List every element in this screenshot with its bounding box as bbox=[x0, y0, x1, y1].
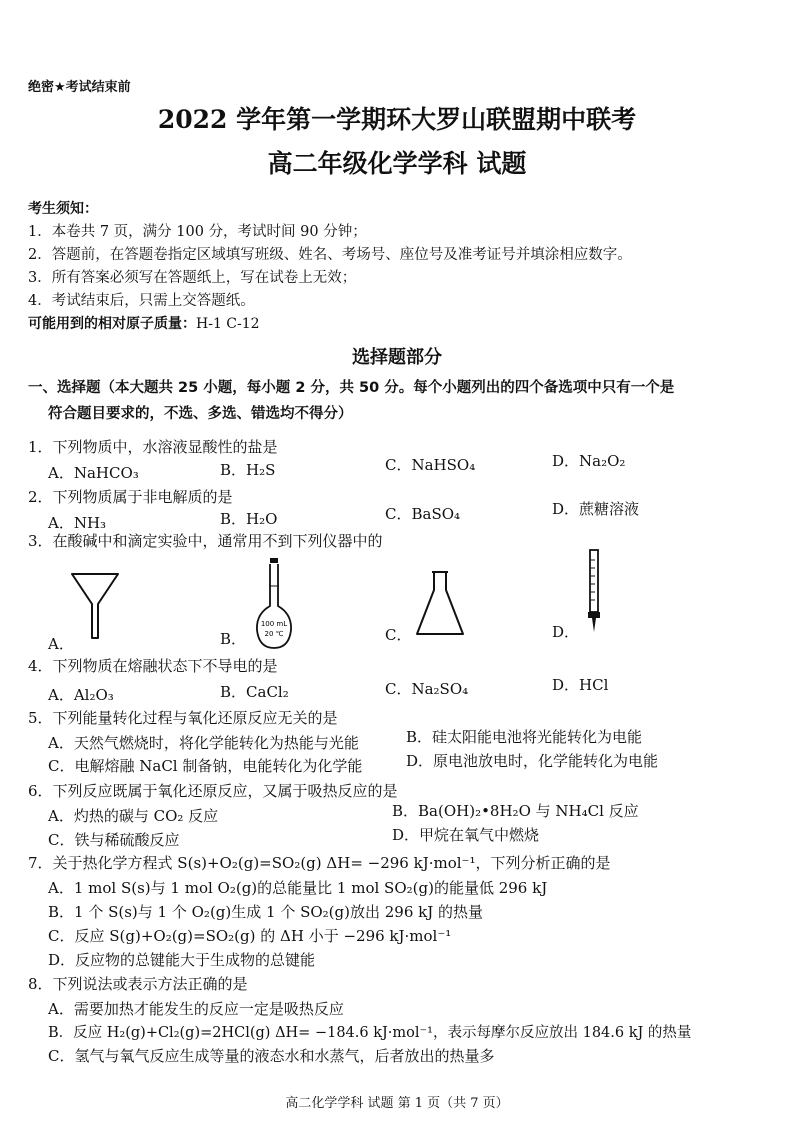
option-c: C．电解熔融 NaCl 制备钠，电能转化为化学能 bbox=[48, 757, 363, 775]
option-b: B．CaCl₂ bbox=[220, 683, 289, 701]
option-c: C．反应 S(g)+O₂(g)=SO₂(g) 的 ΔH 小于 −296 kJ·mol⁻¹ bbox=[48, 927, 452, 945]
option-d: D． bbox=[552, 623, 580, 641]
option-c: C． bbox=[385, 626, 412, 644]
question-stem: 2．下列物质属于非电解质的是 bbox=[28, 488, 233, 506]
option-b: B．Ba(OH)₂•8H₂O 与 NH₄Cl 反应 bbox=[392, 802, 639, 820]
notice-item: 1．本卷共 7 页，满分 100 分，考试时间 90 分钟； bbox=[28, 224, 367, 240]
notice-heading: 考生须知： bbox=[28, 201, 98, 217]
option-d: D．甲烷在氧气中燃烧 bbox=[392, 826, 540, 844]
option-c: C．Na₂SO₄ bbox=[385, 680, 469, 698]
option-a: A．需要加热才能发生的反应一定是吸热反应 bbox=[48, 1000, 344, 1018]
option-a: A．Al₂O₃ bbox=[48, 686, 114, 704]
option-a: A．NaHCO₃ bbox=[48, 464, 139, 482]
option-b: B．硅太阳能电池将光能转化为电能 bbox=[406, 728, 643, 746]
notice-item: 3．所有答案必须写在答题纸上，写在试卷上无效； bbox=[28, 270, 357, 286]
option-d: D．HCl bbox=[552, 676, 609, 694]
funnel-illustration bbox=[70, 572, 120, 642]
instructions-line: 一、选择题（本大题共 25 小题，每小题 2 分，共 50 分。每个小题列出的四个备选项中只有一个是 bbox=[28, 380, 675, 396]
atomic-mass-values: H-1 C-12 bbox=[196, 316, 260, 332]
option-b: B．1 个 S(s)与 1 个 O₂(g)生成 1 个 SO₂(g)放出 296 kJ 的热量 bbox=[48, 903, 484, 921]
question-stem: 6．下列反应既属于氧化还原反应，又属于吸热反应的是 bbox=[28, 782, 398, 800]
option-d: D．原电池放电时，化学能转化为电能 bbox=[406, 752, 659, 770]
option-d: D．Na₂O₂ bbox=[552, 452, 626, 470]
option-c: C．NaHSO₄ bbox=[385, 456, 476, 474]
flask-volume-label: 100 mL bbox=[260, 620, 288, 628]
question-stem: 3．在酸碱中和滴定实验中，通常用不到下列仪器中的 bbox=[28, 532, 383, 550]
option-b: B．H₂O bbox=[220, 510, 278, 528]
burette-illustration bbox=[584, 548, 604, 634]
exam-title: 2022 学年第一学期环大罗山联盟期中联考 bbox=[157, 105, 637, 134]
option-b: B． bbox=[220, 630, 247, 648]
atomic-mass-line bbox=[28, 313, 260, 333]
notice-item: 4．考试结束后，只需上交答题纸。 bbox=[28, 293, 255, 309]
question-stem: 7．关于热化学方程式 S(s)+O₂(g)=SO₂(g) ΔH= −296 kJ·mol⁻¹，下列分析正确的是 bbox=[28, 854, 611, 872]
exam-subtitle: 高二年级化学学科 试题 bbox=[267, 149, 527, 178]
flask-temp-label: 20 ℃ bbox=[264, 630, 284, 638]
option-a: A．天然气燃烧时，将化学能转化为热能与光能 bbox=[48, 734, 359, 752]
confidential-mark: 绝密★考试结束前 bbox=[28, 80, 131, 95]
page-footer: 高二化学学科 试题 第 1 页（共 7 页） bbox=[285, 1096, 509, 1111]
option-d: D．反应物的总键能大于生成物的总键能 bbox=[48, 951, 316, 969]
option-c: C．氢气与氧气反应生成等量的液态水和水蒸气，后者放出的热量多 bbox=[48, 1047, 495, 1065]
option-b: B．反应 H₂(g)+Cl₂(g)=2HCl(g) ΔH= −184.6 kJ·mol⁻¹，表示每摩尔反应放出 184.6 kJ 的热量 bbox=[48, 1025, 692, 1041]
option-a: A．灼热的碳与 CO₂ 反应 bbox=[48, 807, 219, 825]
question-stem: 5．下列能量转化过程与氧化还原反应无关的是 bbox=[28, 709, 338, 727]
option-d: D．蔗糖溶液 bbox=[552, 500, 640, 518]
option-a: A． bbox=[48, 635, 74, 653]
notice-item: 2．答题前，在答题卷指定区域填写班级、姓名、考场号、座位号及准考证号并填涂相应数字。 bbox=[28, 247, 632, 263]
atomic-mass-label: 可能用到的相对原子质量： bbox=[28, 316, 196, 332]
conical-flask-illustration bbox=[414, 568, 466, 640]
question-stem: 4．下列物质在熔融状态下不导电的是 bbox=[28, 657, 278, 675]
instructions-line: 符合题目要求的，不选、多选、错选均不得分） bbox=[48, 406, 353, 422]
option-a: A．NH₃ bbox=[48, 514, 107, 532]
section-title: 选择题部分 bbox=[352, 347, 442, 368]
option-a: A．1 mol S(s)与 1 mol O₂(g)的总能量比 1 mol SO₂(g)的能量低 296 kJ bbox=[48, 879, 548, 897]
question-stem: 1．下列物质中，水溶液显酸性的盐是 bbox=[28, 438, 278, 456]
volumetric-flask-illustration bbox=[254, 556, 294, 652]
option-c: C．BaSO₄ bbox=[385, 505, 461, 523]
option-c: C．铁与稀硫酸反应 bbox=[48, 831, 180, 849]
question-stem: 8．下列说法或表示方法正确的是 bbox=[28, 975, 248, 993]
option-b: B．H₂S bbox=[220, 461, 276, 479]
